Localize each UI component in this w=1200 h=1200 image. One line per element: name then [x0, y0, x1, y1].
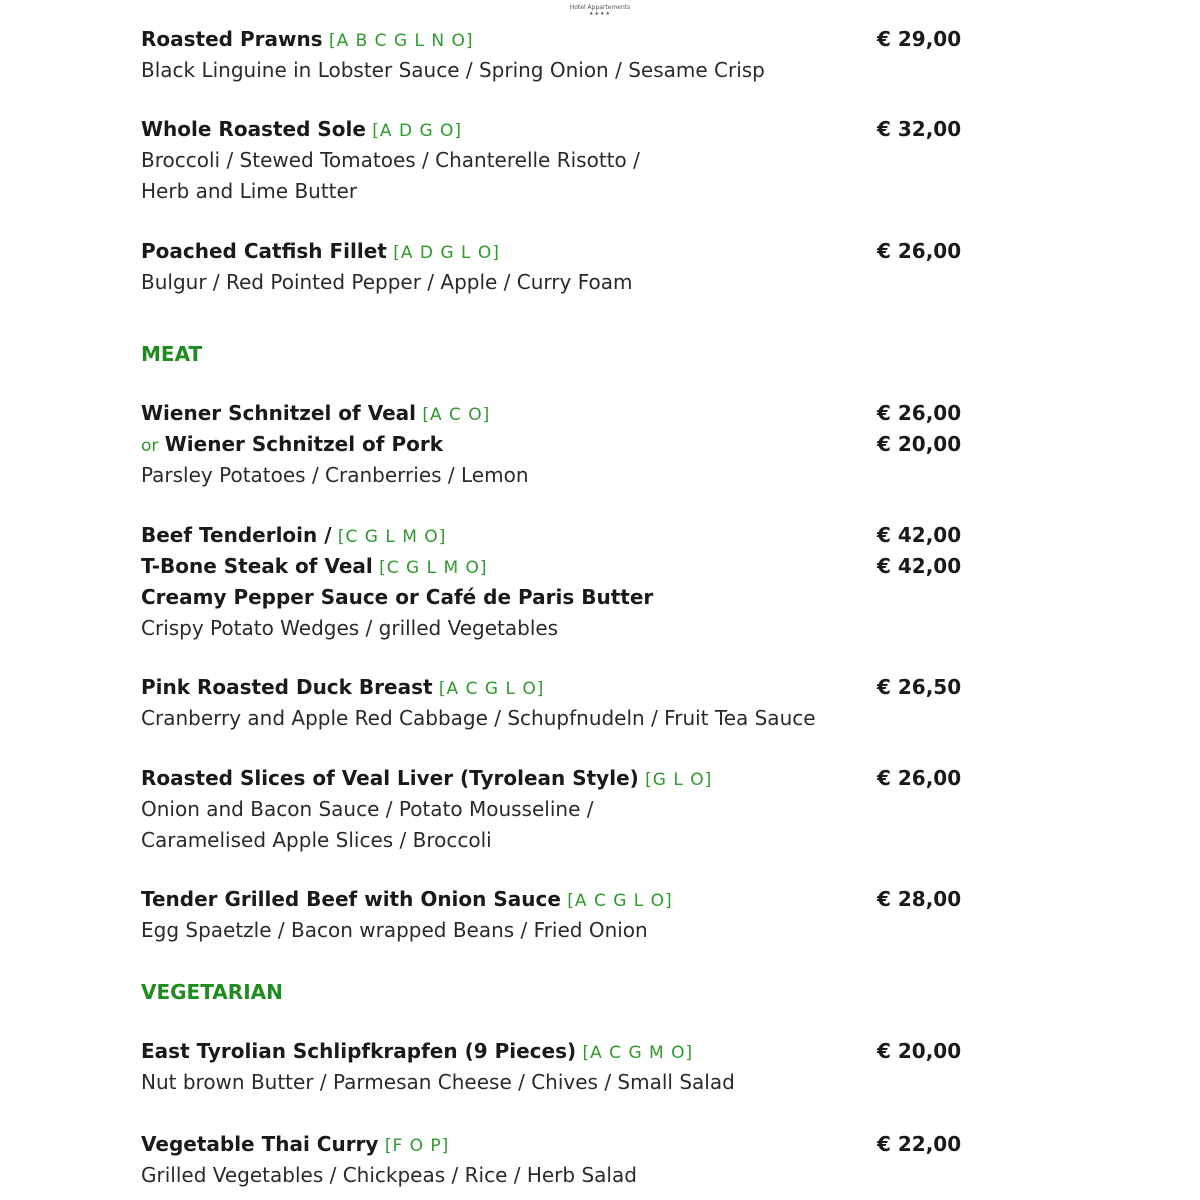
dish-price: € 29,00 — [877, 27, 962, 51]
allergen-codes: [A C G L O] — [438, 679, 545, 699]
dish-description: Egg Spaetzle / Bacon wrapped Beans / Fried Onion — [141, 918, 648, 942]
or-connector: or — [141, 436, 159, 456]
allergen-codes: [G L O] — [645, 770, 713, 790]
dish-price: € 26,00 — [877, 401, 962, 425]
hotel-logo — [560, 4, 640, 18]
dish-name: Whole Roasted Sole — [141, 117, 366, 141]
menu-item-title — [141, 239, 961, 265]
dish-description: Onion and Bacon Sauce / Potato Mousseline / — [141, 797, 594, 821]
dish-name: Roasted Prawns — [141, 27, 323, 51]
hotel-logo-name: Hotel Appartements — [569, 4, 631, 11]
dish-name: East Tyrolian Schlipfkrapfen (9 Pieces) — [141, 1039, 577, 1063]
menu-item-title — [141, 1039, 961, 1065]
allergen-codes: [C G L M O] — [379, 558, 488, 578]
dish-price: € 28,00 — [877, 887, 962, 911]
allergen-codes: [A C G M O] — [582, 1043, 694, 1063]
dish-description: Nut brown Butter / Parmesan Cheese / Chives / Small Salad — [141, 1070, 735, 1094]
menu-item-title — [141, 887, 961, 913]
section-heading-meat: MEAT — [141, 342, 203, 366]
hotel-logo-stars: ★★★★ — [589, 11, 611, 17]
dish-description: Grilled Vegetables / Chickpeas / Rice / Herb Salad — [141, 1163, 637, 1187]
allergen-codes: [A B C G L N O] — [328, 31, 474, 51]
dish-name: Poached Catfish Fillet — [141, 239, 387, 263]
dish-description: Black Linguine in Lobster Sauce / Spring Onion / Sesame Crisp — [141, 58, 765, 82]
dish-price: € 22,00 — [877, 1132, 962, 1156]
dish-description: Parsley Potatoes / Cranberries / Lemon — [141, 463, 529, 487]
dish-description: Caramelised Apple Slices / Broccoli — [141, 828, 492, 852]
menu-item-title — [141, 27, 961, 53]
dish-description: Broccoli / Stewed Tomatoes / Chanterelle Risotto / — [141, 148, 640, 172]
dish-price: € 42,00 — [877, 523, 962, 547]
dish-alt-price: € 42,00 — [877, 554, 962, 578]
menu-item-title — [141, 401, 961, 427]
allergen-codes: [C G L M O] — [337, 527, 447, 547]
dish-price: € 20,00 — [877, 1039, 962, 1063]
dish-description: Bulgur / Red Pointed Pepper / Apple / Curry Foam — [141, 270, 633, 294]
dish-alt-price: € 20,00 — [877, 432, 962, 456]
menu-item-title — [141, 117, 961, 143]
allergen-codes: [A C G L O] — [567, 891, 673, 911]
allergen-codes: [A C O] — [422, 405, 491, 425]
dish-description: Herb and Lime Butter — [141, 179, 358, 203]
dish-sauce-line: Creamy Pepper Sauce or Café de Paris Butter — [141, 585, 654, 609]
dish-price: € 26,00 — [877, 766, 962, 790]
menu-item-alt-title — [141, 554, 961, 580]
dish-name: Pink Roasted Duck Breast — [141, 675, 433, 699]
section-heading-vegetarian: VEGETARIAN — [141, 980, 283, 1004]
menu-item-title — [141, 766, 961, 792]
dish-name: Roasted Slices of Veal Liver (Tyrolean Style) — [141, 766, 639, 790]
menu-item-title — [141, 523, 961, 549]
dish-name: Beef Tenderloin / — [141, 523, 332, 547]
dish-alt-name: Wiener Schnitzel of Pork — [164, 432, 444, 456]
dish-alt-name: T-Bone Steak of Veal — [141, 554, 373, 578]
menu-item-title — [141, 675, 961, 701]
dish-name: Vegetable Thai Curry — [141, 1132, 379, 1156]
allergen-codes: [F O P] — [384, 1136, 450, 1156]
allergen-codes: [A D G O] — [372, 121, 463, 141]
dish-price: € 26,50 — [877, 675, 962, 699]
menu-item-title — [141, 1132, 961, 1158]
menu-item-alt-title — [141, 432, 961, 458]
allergen-codes: [A D G L O] — [393, 243, 500, 263]
dish-description: Cranberry and Apple Red Cabbage / Schupfnudeln / Fruit Tea Sauce — [141, 706, 816, 730]
dish-price: € 32,00 — [877, 117, 962, 141]
dish-name: Tender Grilled Beef with Onion Sauce — [141, 887, 561, 911]
dish-price: € 26,00 — [877, 239, 962, 263]
dish-name: Wiener Schnitzel of Veal — [141, 401, 416, 425]
dish-description: Crispy Potato Wedges / grilled Vegetables — [141, 616, 559, 640]
